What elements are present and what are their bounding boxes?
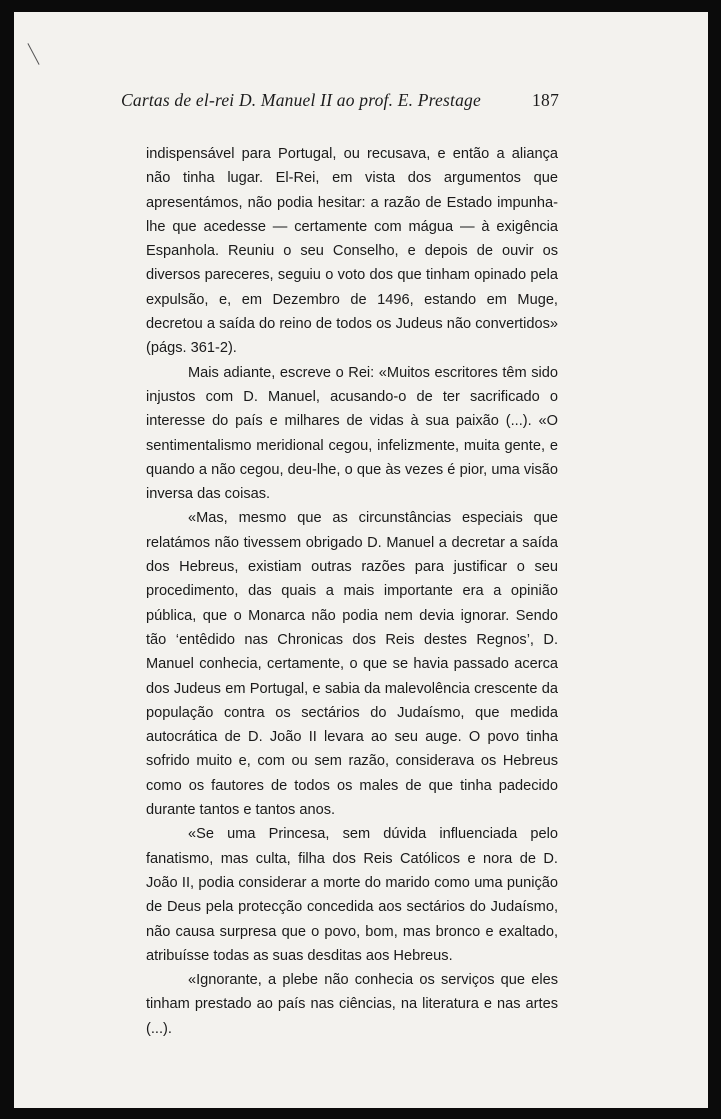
- body-text: [146, 142, 558, 1041]
- paragraph: «Ignorante, a plebe não conhecia os serviços que eles tinham prestado ao país nas ciências, na literatura e nas artes (...).: [146, 972, 558, 1037]
- running-title: Cartas de el-rei D. Manuel II ao prof. E. Prestage: [121, 90, 481, 110]
- paragraph: Mais adiante, escreve o Rei: «Muitos escritores têm sido injustos com D. Manuel, acusando-o de ter sacrificado o interesse do país e milhares de vidas à sua paixão (...). «O sentimentalismo meridional cegou, infelizmente, muita gente, e quando a não cegou, deu-lhe, o que às vezes é pior, uma visão inversa das coisas.: [146, 364, 558, 503]
- pencil-mark: [27, 43, 39, 65]
- paragraph: «Mas, mesmo que as circunstâncias especiais que relatámos não tivessem obrigado D. Manuel a decretar a saída dos Hebreus, existiam outras razões para justificar o seu procedimento, das quais a mais importante era a opinião pública, que o Monarca não podia nem devia ignorar. Sendo tão ‘entêdido nas Chronicas dos Reis destes Regnos’, D. Manuel conhecia, certamente, o que se havia passado acerca dos Judeus em Portugal, e sabia da malevolência crescente da população contra os sectários do Judaísmo, que medida autocrática de D. João II levara ao seu auge. O povo tinha sofrido muito e, com ou sem razão, considerava os Hebreus como os fautores de todos os males de que tinha padecido durante tantos e tantos anos.: [146, 510, 558, 819]
- paragraph: «Se uma Princesa, sem dúvida influenciada pelo fanatismo, mas culta, filha dos Reis Católicos e nora de D. João II, podia considerar a morte do marido como uma punição de Deus pela protecção concedida aos sectários do Judaísmo, não causa surpresa que o povo, bom, mas bronco e exaltado, atribuísse todas as suas desditas aos Hebreus.: [146, 826, 558, 964]
- paragraph: indispensável para Portugal, ou recusava, e então a aliança não tinha lugar. El-Rei, em vista dos argumentos que apresentámos, não podia hesitar: a razão de Estado impunha-lhe que acedesse — certamente com mágua — à exigência Espanhola. Reuniu o seu Conselho, e depois de ouvir os diversos pareceres, seguiu o voto dos que tinham opinado pela expulsão, e, em Dezembro de 1496, estando em Muge, decretou a saída do reino de todos os Judeus não convertidos» (págs. 361-2).: [146, 146, 558, 357]
- book-page: [14, 12, 708, 1108]
- page-number: 187: [532, 90, 560, 110]
